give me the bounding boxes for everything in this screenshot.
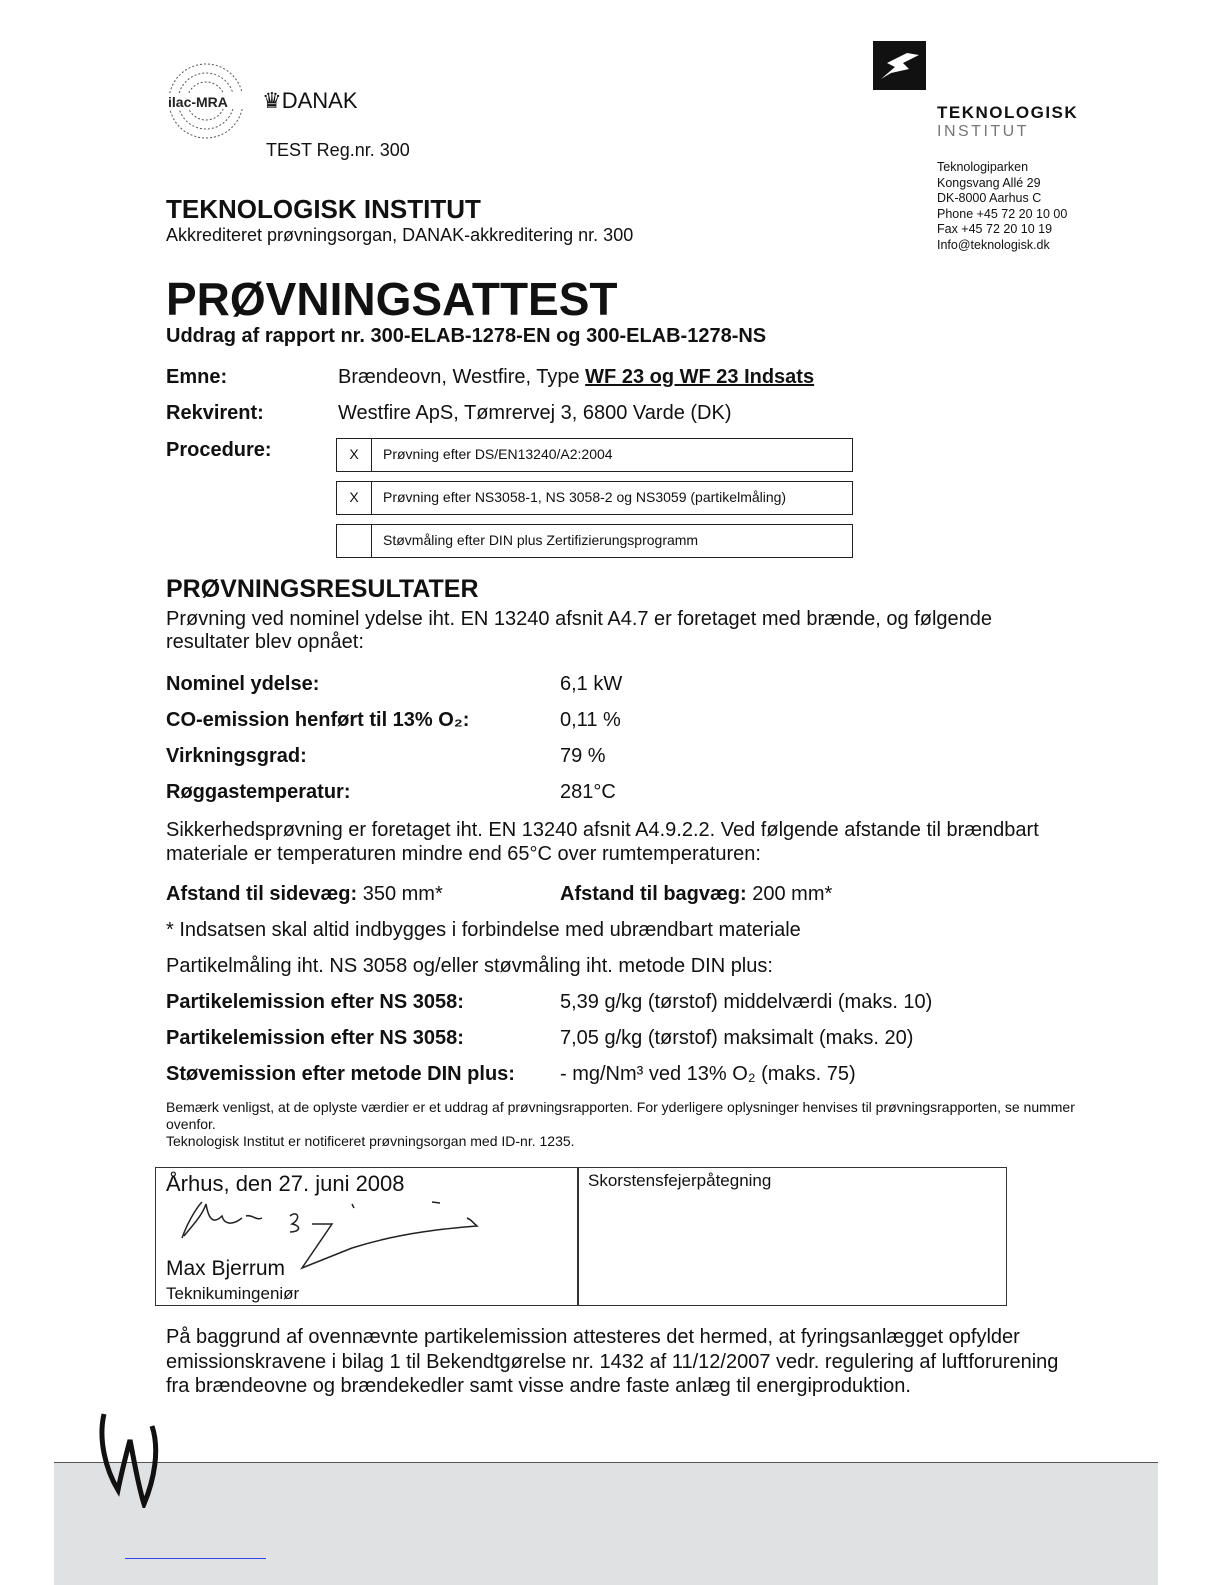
email: Info@teknologisk.dk: [937, 237, 1050, 252]
note-report: Bemærk venligst, at de oplyste værdier er et uddrag af prøvningsrapporten. For yderligere oplysninger henvises til prøvningsrapporten, se nummer ovenfor.: [166, 1099, 1075, 1132]
crown-icon: ♛: [262, 88, 282, 113]
procedure-text: Prøvning efter DS/EN13240/A2:2004: [383, 446, 613, 462]
emne-label: Emne:: [166, 366, 228, 388]
procedure-checkbox: X: [337, 439, 372, 471]
result-value: 79 %: [560, 745, 606, 767]
footnote: * Indsatsen skal altid indbygges i forbindelse med ubrændbart materiale: [166, 919, 801, 941]
address-line: Kongsvang Allé 29: [937, 175, 1041, 190]
particle-value: 5,39 g/kg (tørstof) middelværdi (maks. 10): [560, 991, 933, 1013]
side-value: 350 mm*: [357, 883, 443, 905]
procedure-text: Støvmåling efter DIN plus Zertifizierungsprogramm: [383, 532, 699, 548]
document-title: PRØVNINGSATTEST: [166, 273, 618, 325]
procedure-checkbox: [337, 525, 372, 557]
divider: [577, 1168, 579, 1305]
procedure-checkbox: X: [337, 482, 372, 514]
side-distance: [166, 883, 443, 906]
signer-name: Max Bjerrum: [166, 1257, 286, 1280]
chimney-sweep-label: Skorstensfejerpåtegning: [588, 1171, 772, 1190]
svg-text:ilac-MRA: ilac-MRA: [168, 94, 228, 110]
ti-logo-line1: TEKNOLOGISK: [937, 103, 1079, 122]
result-value: 281°C: [560, 781, 616, 803]
side-label: Afstand til sidevæg:: [166, 883, 358, 905]
conclusion: På baggrund af ovennævnte partikelemission attesteres det hermed, at fyringsanlægget opfylder emissionskravene i bilag 1 til Bekendtgørelse nr. 1432 af 11/12/2007 vedr. regulering af luftforurening fra brændeovne og brændekedler samt visse andre faste anlæg til energiproduktion.: [166, 1326, 1059, 1397]
particle-value: 7,05 g/kg (tørstof) maksimalt (maks. 20): [560, 1027, 914, 1049]
procedure-item: [336, 524, 853, 558]
ti-logo-line2: INSTITUT: [937, 123, 1029, 140]
back-distance: [560, 883, 832, 906]
procedure-item: [336, 438, 853, 472]
emne-text: Brændeovn, Westfire, Type: [338, 366, 586, 388]
footer-band: [54, 1462, 1158, 1585]
procedure-text: Prøvning efter NS3058-1, NS 3058-2 og NS3059 (partikelmåling): [383, 489, 787, 505]
note-notified: Teknologisk Institut er notificeret prøvningsorgan med ID-nr. 1235.: [166, 1133, 575, 1149]
particle-label: Partikelemission efter NS 3058:: [166, 991, 464, 1013]
back-value: 200 mm*: [746, 883, 833, 905]
westfire-w-logo-icon: [96, 1410, 162, 1513]
result-value: 0,11 %: [560, 709, 621, 731]
fax: Fax +45 72 20 10 19: [937, 222, 1053, 236]
signature-table: [155, 1167, 1007, 1306]
results-heading: PRØVNINGSRESULTATER: [166, 575, 479, 603]
ilac-mra-logo: [164, 62, 248, 140]
emne-value: [338, 366, 814, 389]
result-value: 6,1 kW: [560, 673, 623, 695]
safety-text: Sikkerhedsprøvning er foretaget iht. EN 13240 afsnit A4.9.2.2. Ved følgende afstande til brændbart materiale er temperaturen mindre end 65°C over rumtemperaturen:: [166, 819, 1039, 865]
danak-text: DANAK: [281, 88, 358, 113]
document-subtitle: Uddrag af rapport nr. 300-ELAB-1278-EN og 300-ELAB-1278-NS: [166, 325, 767, 347]
address-line: Teknologiparken: [937, 160, 1029, 174]
particle-value: - mg/Nm³ ved 13% O₂ (maks. 75): [560, 1063, 856, 1085]
address-line: DK-8000 Aarhus C: [937, 191, 1042, 205]
ti-bird-logo-icon: [873, 41, 926, 90]
procedure-item: [336, 481, 853, 515]
reg-number: TEST Reg.nr. 300: [266, 140, 410, 160]
result-label: CO-emission henført til 13% O₂:: [166, 709, 470, 731]
emne-type: WF 23 og WF 23 Indsats: [585, 366, 815, 388]
phone: Phone +45 72 20 10 00: [937, 206, 1068, 221]
rekvirent-label: Rekvirent:: [166, 402, 264, 424]
results-intro: Prøvning ved nominel ydelse iht. EN 13240 afsnit A4.7 er foretaget med brænde, og følgende resultater blev opnået:: [166, 608, 993, 653]
particle-intro: Partikelmåling iht. NS 3058 og/eller støvmåling iht. metode DIN plus:: [166, 955, 773, 977]
particle-label: Partikelemission efter NS 3058:: [166, 1027, 464, 1049]
place-date: Århus, den 27. juni 2008: [166, 1171, 405, 1196]
back-label: Afstand til bagvæg:: [560, 883, 747, 905]
result-label: Røggastemperatur:: [166, 781, 351, 803]
danak-logo: [262, 88, 358, 114]
org-subtitle: Akkrediteret prøvningsorgan, DANAK-akkreditering nr. 300: [166, 225, 634, 245]
result-label: Nominel ydelse:: [166, 673, 320, 695]
footer-link-line[interactable]: [125, 1558, 266, 1559]
result-label: Virkningsgrad:: [166, 745, 307, 767]
address-block: [937, 160, 1067, 253]
signer-role: Teknikumingeniør: [166, 1284, 300, 1303]
particle-label: Støvemission efter metode DIN plus:: [166, 1063, 515, 1085]
org-title: TEKNOLOGISK INSTITUT: [166, 194, 481, 224]
procedure-label: Procedure:: [166, 439, 272, 461]
rekvirent-value: Westfire ApS, Tømrervej 3, 6800 Varde (DK): [338, 402, 732, 424]
